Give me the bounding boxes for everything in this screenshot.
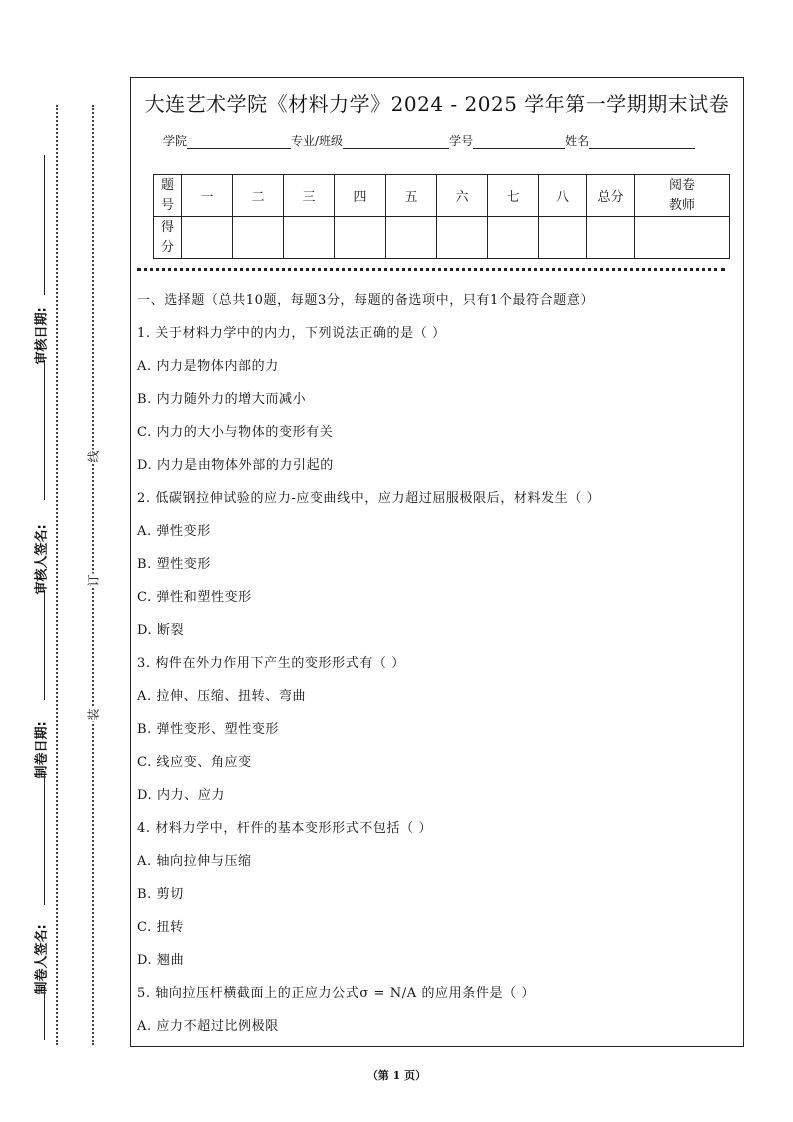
question-content — [137, 290, 727, 1049]
field-name-label: 姓名 — [565, 134, 590, 148]
section-divider — [137, 268, 725, 271]
binding-char-bind: 装 — [86, 708, 101, 721]
score-col-3: 三 — [284, 175, 335, 217]
student-info-row — [163, 132, 695, 149]
score-col-4: 四 — [335, 175, 386, 217]
option-line: D. 内力、应力 — [137, 788, 226, 803]
score-col-grader: 阅卷 教师 — [635, 175, 730, 217]
question-3: 3. 构件在外力作用下产生的变形形式有（ ） — [137, 656, 405, 671]
exam-title: 大连艺术学院《材料力学》2024 - 2025 学年第一学期期末试卷 — [144, 92, 730, 116]
field-id-blank[interactable] — [473, 136, 565, 149]
score-cell[interactable] — [635, 217, 730, 259]
field-college-blank[interactable] — [187, 136, 291, 149]
score-col-7: 七 — [488, 175, 539, 217]
option-line: B. 内力随外力的增大而减小 — [137, 392, 307, 407]
option-line: C. 内力的大小与物体的变形有关 — [137, 425, 334, 440]
score-table — [153, 174, 730, 259]
score-table-row-header-question: 题 号 — [154, 175, 182, 217]
score-table-row-header-score: 得 分 — [154, 217, 182, 259]
field-id-label: 学号 — [449, 134, 474, 148]
option-line: A. 弹性变形 — [137, 524, 211, 539]
score-col-total: 总分 — [587, 175, 635, 217]
score-cell[interactable] — [587, 217, 635, 259]
binding-label-reviewer-signature: 审核人签名: — [34, 524, 50, 595]
option-line: B. 塑性变形 — [137, 557, 212, 572]
question-2: 2. 低碳钢拉伸试验的应力-应变曲线中，应力超过屈服极限后，材料发生（ ） — [137, 491, 601, 506]
binding-char-order: 订 — [86, 574, 101, 587]
score-cell[interactable] — [488, 217, 539, 259]
score-col-1: 一 — [182, 175, 233, 217]
score-col-6: 六 — [437, 175, 488, 217]
score-col-5: 五 — [386, 175, 437, 217]
field-college-label: 学院 — [163, 134, 188, 148]
binding-label-compile-date: 制卷日期: — [34, 721, 50, 779]
option-line: A. 内力是物体内部的力 — [137, 359, 279, 374]
score-cell[interactable] — [182, 217, 233, 259]
option-line: A. 轴向拉伸与压缩 — [137, 854, 252, 869]
binding-label-compiler-signature: 制卷人签名: — [34, 924, 50, 995]
binding-char-line: 线 — [86, 450, 101, 463]
field-major-label: 专业/班级 — [291, 134, 344, 148]
question-5: 5. 轴向拉压杆横截面上的正应力公式σ = N/A 的应用条件是（ ） — [137, 986, 535, 1001]
option-line: B. 弹性变形、塑性变形 — [137, 722, 280, 737]
score-cell[interactable] — [233, 217, 284, 259]
option-line: B. 剪切 — [137, 887, 184, 902]
option-line: C. 线应变、角应变 — [137, 755, 252, 770]
field-name-blank[interactable] — [589, 136, 695, 149]
exam-frame — [130, 77, 744, 1047]
binding-label-review-date: 审核日期: — [34, 307, 50, 365]
score-cell[interactable] — [335, 217, 386, 259]
page-number: （第 1 页） — [366, 1069, 427, 1082]
option-line: C. 扭转 — [137, 920, 184, 935]
option-line: A. 拉伸、压缩、扭转、弯曲 — [137, 689, 307, 704]
question-1: 1. 关于材料力学中的内力，下列说法正确的是（ ） — [137, 326, 446, 341]
score-cell[interactable] — [284, 217, 335, 259]
option-line: C. 弹性和塑性变形 — [137, 590, 252, 605]
option-line: D. 内力是由物体外部的力引起的 — [137, 458, 334, 473]
option-line: D. 断裂 — [137, 623, 185, 638]
section-heading: 一、选择题（总共10题，每题3分，每题的备选项中，只有1个最符合题意） — [137, 293, 595, 308]
question-4: 4. 材料力学中，杆件的基本变形形式不包括（ ） — [137, 821, 433, 836]
binding-dotted-line-left — [56, 105, 58, 1045]
field-major-blank[interactable] — [343, 136, 449, 149]
score-col-2: 二 — [233, 175, 284, 217]
score-cell[interactable] — [437, 217, 488, 259]
score-col-8: 八 — [539, 175, 587, 217]
score-cell[interactable] — [539, 217, 587, 259]
option-line: A. 应力不超过比例极限 — [137, 1019, 279, 1034]
option-line: D. 翘曲 — [137, 953, 185, 968]
score-cell[interactable] — [386, 217, 437, 259]
